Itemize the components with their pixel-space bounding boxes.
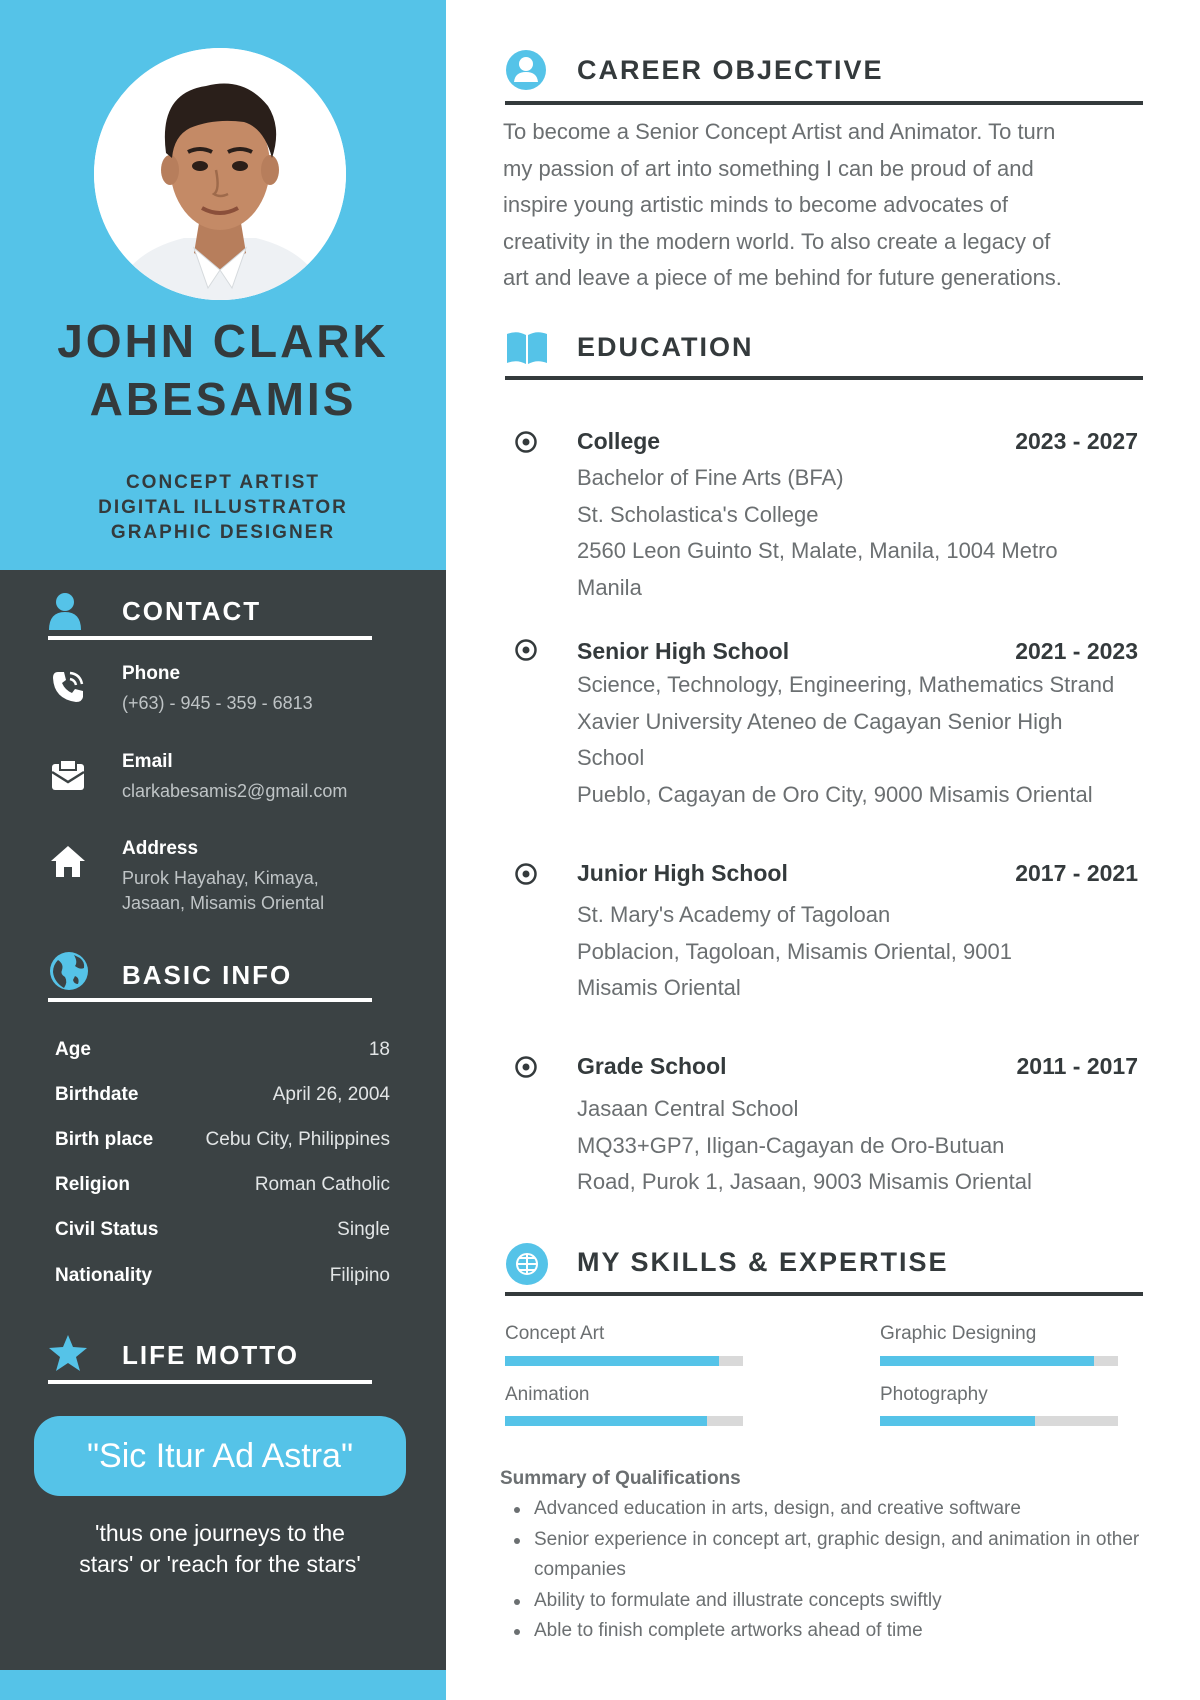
list-item: Ability to formulate and illustrate concepts swiftly [514, 1586, 1194, 1617]
target-bullet-icon [514, 430, 538, 459]
address-line-1: Purok Hayahay, Kimaya, [122, 868, 319, 888]
target-bullet-icon [514, 638, 538, 667]
skill-bar-fill [880, 1356, 1094, 1366]
qualifications-title: Summary of Qualifications [500, 1468, 741, 1489]
education-line: Science, Technology, Engineering, Mathematics Strand [577, 672, 1115, 697]
skill-bar-concept-art [505, 1356, 743, 1366]
motto-meaning [34, 1518, 406, 1580]
info-value: Roman Catholic [254, 1174, 390, 1195]
globe-icon [48, 950, 90, 997]
skill-name: Graphic Designing [880, 1323, 1037, 1344]
skill-bar-fill [505, 1356, 719, 1366]
role-2: DIGITAL ILLUSTRATOR [98, 497, 348, 518]
motto-meaning-line-2: stars' or 'reach for the stars' [79, 1551, 361, 1577]
education-line: Jasaan Central School [577, 1096, 799, 1121]
name-line-2: ABESAMIS [89, 373, 357, 425]
education-line: Pueblo, Cagayan de Oro City, 9000 Misamis Oriental [577, 781, 1093, 807]
role-1: CONCEPT ARTIST [125, 472, 321, 493]
info-label: Birthdate [55, 1084, 139, 1105]
objective-line: art and leave a piece of me behind for future generations. [503, 265, 1062, 290]
info-row-civil-status [55, 1219, 390, 1249]
list-item-continuation: companies [534, 1559, 626, 1580]
list-item: Senior experience in concept art, graphic design, and animation in other companies [514, 1525, 1194, 1586]
info-label: Religion [55, 1174, 130, 1195]
info-row-nationality [55, 1265, 390, 1295]
education-line: Misamis Oriental [577, 975, 741, 1000]
education-years: 2023 - 2027 [1015, 428, 1138, 454]
education-years: 2021 - 2023 [1015, 638, 1138, 664]
email-value[interactable]: clarkabesamis2@gmail.com [122, 781, 348, 801]
basic-info-divider [48, 998, 372, 1002]
life-motto-heading: LIFE MOTTO [122, 1340, 299, 1370]
info-row-age [55, 1039, 390, 1069]
skill-bar-animation [505, 1416, 743, 1426]
info-label: Civil Status [55, 1219, 159, 1240]
education-line: School [577, 745, 645, 770]
target-bullet-icon [514, 1055, 538, 1084]
info-value: 18 [368, 1039, 390, 1060]
info-value: Single [337, 1219, 390, 1240]
skills-globe-icon [505, 1242, 549, 1291]
candidate-name [0, 312, 446, 428]
skills-heading: MY SKILLS & EXPERTISE [577, 1247, 949, 1277]
name-line-1: JOHN CLARK [57, 315, 389, 367]
info-label: Birth place [55, 1129, 154, 1150]
education-details [577, 667, 1177, 813]
education-title: College [577, 428, 661, 454]
objective-line: my passion of art into something I can be proud of and [503, 155, 1034, 181]
education-line: St. Scholastica's College [577, 501, 819, 527]
sidebar-panel [0, 570, 446, 1670]
education-details [577, 897, 1177, 1007]
job-titles [0, 470, 446, 545]
home-icon [50, 844, 86, 883]
email-icon [50, 758, 86, 797]
address-label: Address [122, 838, 199, 859]
skill-name: Photography [880, 1384, 988, 1405]
education-line: Manila [577, 574, 642, 600]
phone-icon [50, 669, 86, 710]
target-bullet-icon [514, 862, 538, 891]
skill-name: Concept Art [505, 1323, 605, 1344]
skill-bar-fill [505, 1416, 707, 1426]
skill-bar-fill [880, 1416, 1035, 1426]
objective-text [503, 114, 1143, 297]
list-item: Able to finish complete artworks ahead of time [514, 1616, 1194, 1647]
motto-quote: "Sic Itur Ad Astra" [34, 1416, 406, 1496]
education-line: MQ33+GP7, Iligan-Cagayan de Oro-Butuan [577, 1132, 1005, 1158]
contact-person-icon [48, 592, 82, 635]
education-years: 2017 - 2021 [1015, 860, 1138, 886]
info-label: Age [55, 1039, 91, 1060]
info-row-birthdate [55, 1084, 390, 1114]
contact-heading: CONTACT [122, 596, 262, 626]
info-row-religion [55, 1174, 390, 1204]
address-line-2: Jasaan, Misamis Oriental [122, 893, 325, 913]
education-divider [505, 376, 1143, 380]
education-details [577, 1091, 1177, 1201]
education-title: Senior High School [577, 638, 790, 664]
star-icon [48, 1334, 88, 1377]
phone-value: (+63) - 945 - 359 - 6813 [122, 693, 313, 713]
list-item: Advanced education in arts, design, and creative software [514, 1494, 1194, 1525]
info-label: Nationality [55, 1265, 153, 1286]
info-value: Filipino [329, 1265, 390, 1286]
education-details [577, 460, 1177, 606]
basic-info-heading: BASIC INFO [122, 960, 293, 990]
profile-photo [94, 48, 346, 300]
book-icon [505, 330, 549, 371]
education-title: Grade School [577, 1053, 727, 1079]
info-value: April 26, 2004 [272, 1084, 390, 1105]
address-value [122, 866, 422, 916]
info-row-birthplace [55, 1129, 390, 1159]
role-3: GRAPHIC DESIGNER [110, 522, 336, 543]
education-years: 2011 - 2017 [1016, 1053, 1138, 1079]
contact-divider [48, 636, 372, 640]
objective-line: creativity in the modern world. To also create a legacy of [503, 228, 1051, 254]
education-line: Bachelor of Fine Arts (BFA) [577, 465, 844, 490]
education-line: St. Mary's Academy of Tagoloan [577, 902, 891, 927]
objective-line: inspire young artistic minds to become advocates of [503, 192, 1009, 217]
skill-bar-photography [880, 1416, 1118, 1426]
objective-heading: CAREER OBJECTIVE [577, 55, 884, 85]
life-motto-divider [48, 1380, 372, 1384]
qualifications-list [514, 1494, 1194, 1647]
education-line: Xavier University Ateneo de Cagayan Senior High [577, 708, 1063, 734]
motto-meaning-line-1: 'thus one journeys to the [95, 1520, 345, 1546]
info-value: Cebu City, Philippines [205, 1129, 390, 1150]
skill-bar-graphic-designing [880, 1356, 1118, 1366]
phone-label: Phone [122, 663, 181, 684]
objective-divider [505, 101, 1143, 105]
education-title: Junior High School [577, 860, 788, 886]
skill-name: Animation [505, 1384, 590, 1405]
education-line: Road, Purok 1, Jasaan, 9003 Misamis Oriental [577, 1169, 1032, 1194]
email-label: Email [122, 751, 173, 772]
objective-person-icon [505, 49, 547, 96]
objective-line: To become a Senior Concept Artist and Animator. To turn [503, 119, 1056, 144]
skills-divider [505, 1292, 1143, 1296]
education-line: Poblacion, Tagoloan, Misamis Oriental, 9001 [577, 938, 1012, 964]
education-line: 2560 Leon Guinto St, Malate, Manila, 1004 Metro [577, 538, 1058, 563]
education-heading: EDUCATION [577, 332, 754, 362]
sidebar-footer-strip [0, 1670, 446, 1700]
